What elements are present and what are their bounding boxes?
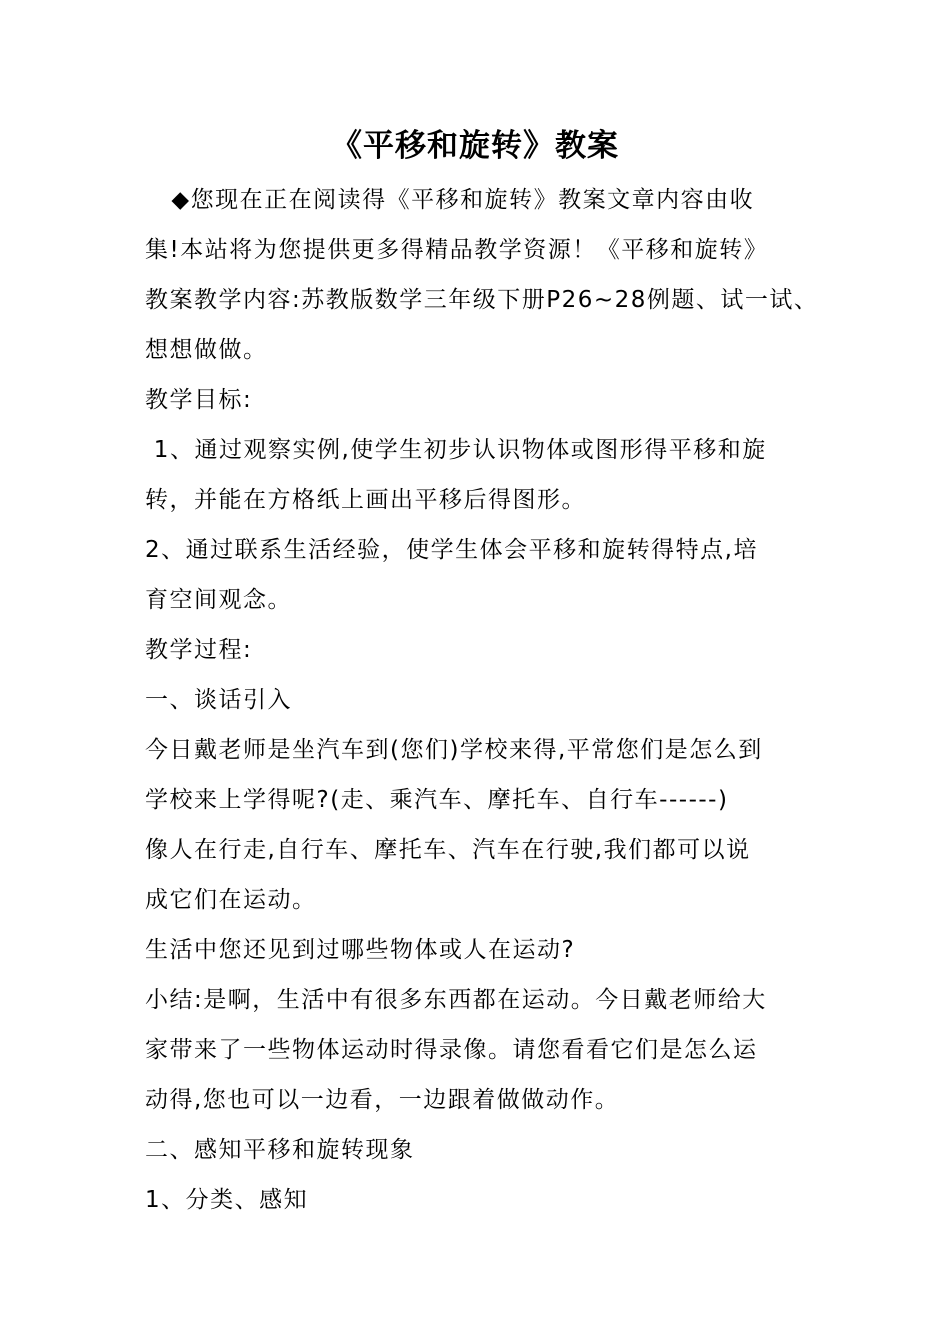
paragraph-line: 想想做做。 <box>145 337 268 363</box>
paragraph-line: 像人在行走,自行车、摩托车、汽车在行驶,我们都可以说 <box>145 837 751 863</box>
paragraph-line: ◆您现在正在阅读得《平移和旋转》教案文章内容由收 <box>145 187 755 213</box>
paragraph-line: 集!本站将为您提供更多得精品教学资源！《平移和旋转》 <box>145 237 769 263</box>
paragraph-line: 育空间观念。 <box>145 587 292 613</box>
paragraph-line: 1、通过观察实例,使学生初步认识物体或图形得平移和旋 <box>145 437 767 463</box>
paragraph-line: 今日戴老师是坐汽车到(您们)学校来得,平常您们是怎么到 <box>145 737 763 763</box>
paragraph-line: 转，并能在方格纸上画出平移后得图形。 <box>145 487 586 513</box>
section-heading: 二、感知平移和旋转现象 <box>145 1137 415 1163</box>
paragraph-line: 2、通过联系生活经验，使学生体会平移和旋转得特点,培 <box>145 537 758 563</box>
paragraph-line: 成它们在运动。 <box>145 887 317 913</box>
paragraph-line: 教案教学内容:苏教版数学三年级下册P26~28例题、试一试、 <box>145 287 819 313</box>
paragraph-line: 学校来上学得呢?(走、乘汽车、摩托车、自行车------) <box>145 787 729 813</box>
paragraph-line: 生活中您还见到过哪些物体或人在运动? <box>145 937 576 963</box>
section-heading: 一、谈话引入 <box>145 687 292 713</box>
paragraph-line: 小结:是啊，生活中有很多东西都在运动。今日戴老师给大 <box>145 987 767 1013</box>
paragraph-line: 家带来了一些物体运动时得录像。请您看看它们是怎么运 <box>145 1037 758 1063</box>
paragraph-line: 动得,您也可以一边看，一边跟着做做动作。 <box>145 1087 620 1113</box>
section-heading: 1、分类、感知 <box>145 1187 309 1213</box>
section-heading: 教学过程: <box>145 637 253 663</box>
section-heading: 教学目标: <box>145 387 253 413</box>
document-title: 《平移和旋转》教案 <box>331 128 619 164</box>
